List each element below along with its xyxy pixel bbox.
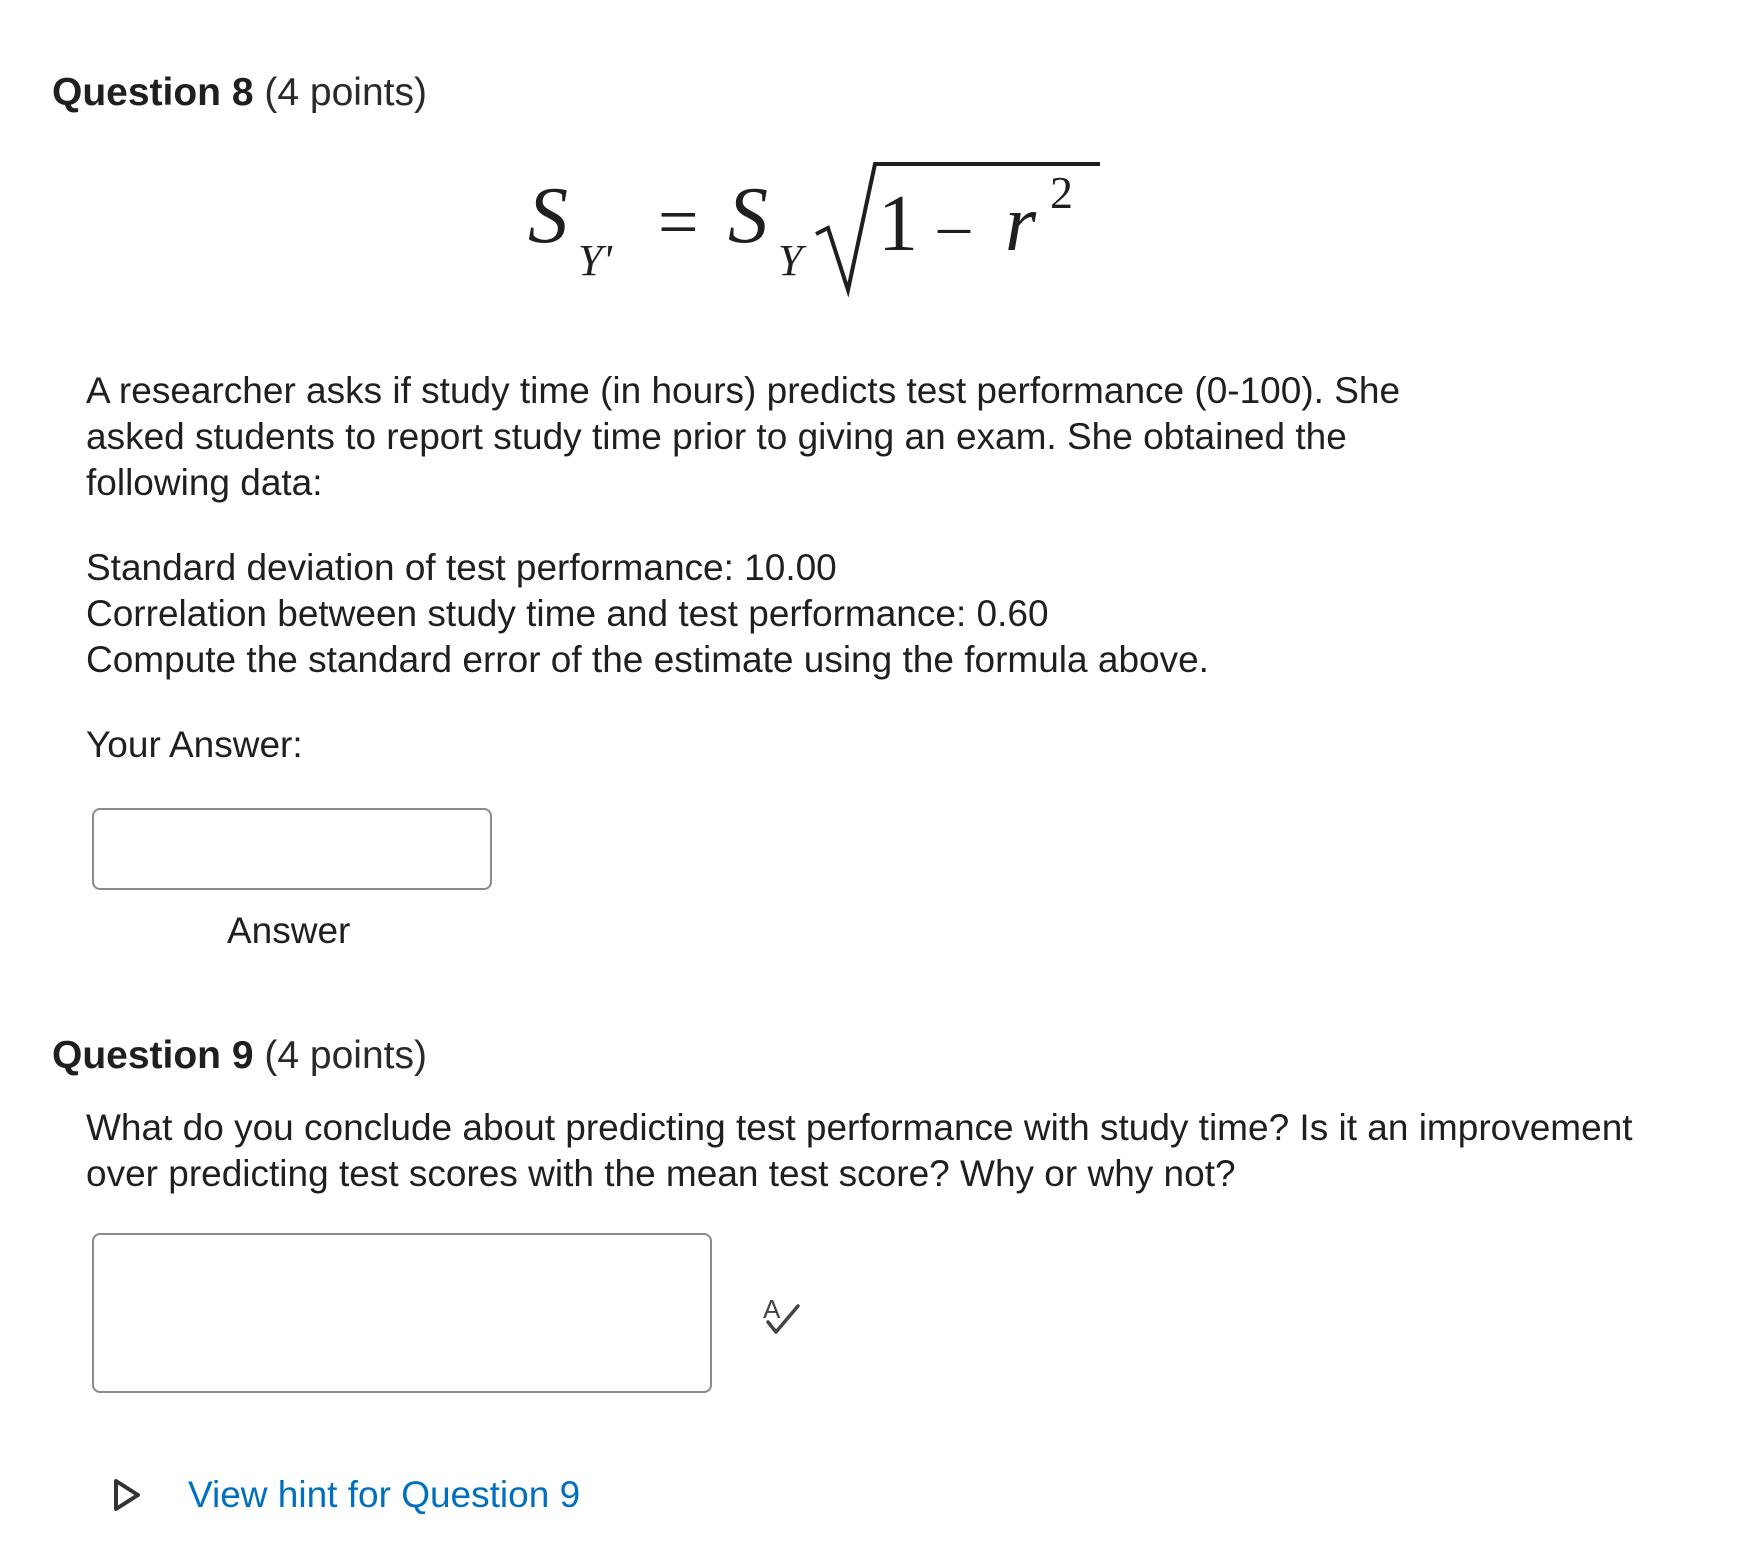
question-8-points: (4 points): [264, 71, 427, 114]
question-9-prompt: [86, 1105, 1646, 1197]
hint-toggle[interactable]: [112, 1472, 580, 1518]
question-9-points: (4 points): [264, 1034, 427, 1077]
data-line-correlation: Correlation between study time and test performance: 0.60: [86, 593, 1049, 634]
question-8-intro: [86, 368, 1486, 506]
formula-rhs-symbol: S: [728, 172, 768, 260]
view-hint-link[interactable]: View hint for Question 9: [188, 1474, 581, 1515]
your-answer-label: [86, 722, 303, 768]
spellcheck-icon[interactable]: [760, 1292, 804, 1336]
formula-rhs-subscript: Y: [778, 236, 803, 285]
formula-equals: =: [658, 182, 699, 262]
question-8-answer-input[interactable]: [92, 808, 492, 890]
formula-graphic: [520, 150, 1120, 310]
formula-lhs-subscript: Y': [578, 236, 612, 285]
spellcheck-icon-glyph: A: [763, 1294, 781, 1324]
question-9-title: Question 9: [52, 1034, 254, 1077]
question-8-data: [86, 545, 1586, 683]
formula-minus: –: [938, 189, 970, 260]
question-8-intro-text: A researcher asks if study time (in hours) predicts test performance (0-100). She asked students to report study time prior to giving an exam. She obtained the following data:: [86, 370, 1401, 503]
formula-lhs-symbol: S: [528, 172, 568, 260]
question-8-title: Question 8: [52, 71, 254, 114]
data-line-sd: Standard deviation of test performance: 10.00: [86, 547, 837, 588]
formula-radicand-one: 1: [878, 180, 918, 268]
answer-caption: Answer: [227, 910, 351, 951]
expand-triangle-icon[interactable]: [112, 1478, 142, 1512]
question-9-essay-input[interactable]: [92, 1233, 712, 1393]
question-8-heading: [52, 69, 427, 117]
question-9-heading: [52, 1032, 427, 1080]
formula-exponent: 2: [1050, 167, 1073, 218]
question-9-prompt-text: What do you conclude about predicting test performance with study time? Is it an improvement over predicting test scores with the mean test score? Why or why not?: [86, 1107, 1633, 1194]
data-line-instruction: Compute the standard error of the estimate using the formula above.: [86, 639, 1209, 680]
your-answer-label-text: Your Answer:: [86, 724, 303, 765]
formula-radicand-r: r: [1005, 180, 1037, 268]
standard-error-formula: [520, 150, 1120, 310]
